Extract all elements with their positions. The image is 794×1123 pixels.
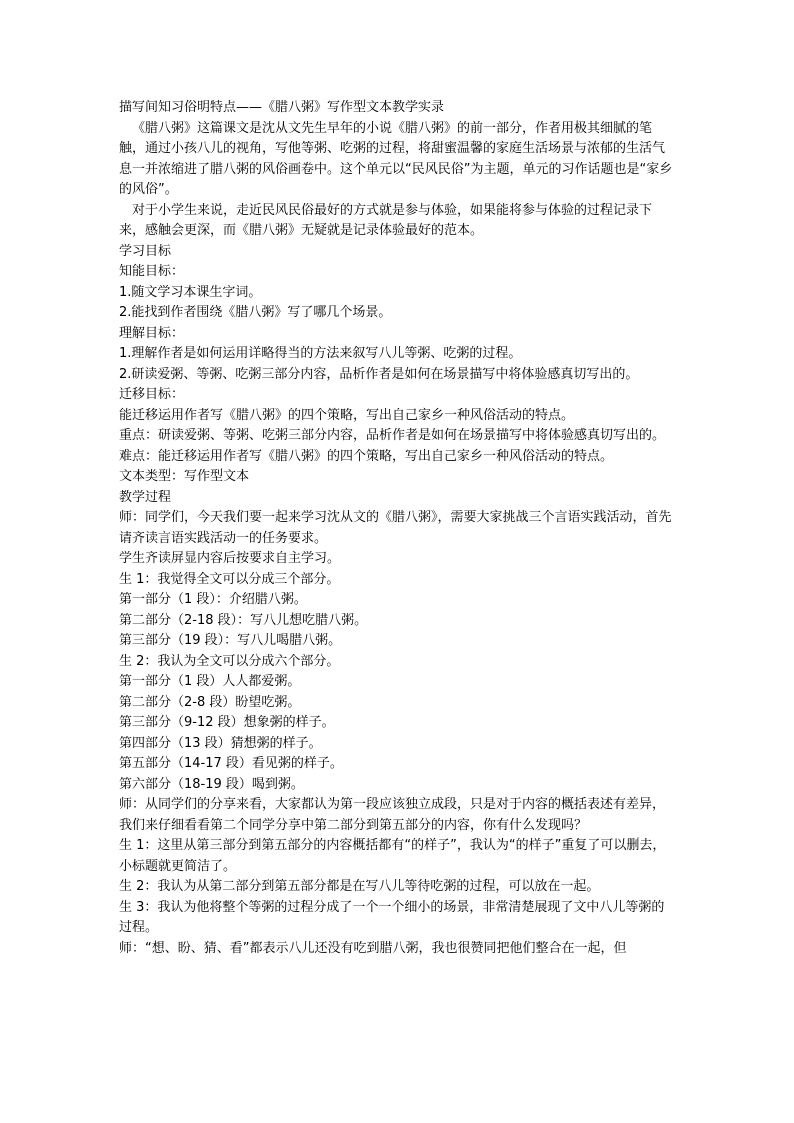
- paragraph: 文本类型：写作型文本: [119, 469, 250, 484]
- document-title: 描写间知习俗明特点——《腊八粥》写作型文本教学实录: [119, 100, 445, 115]
- list-item: 第一部分（1 段）：介绍腊八粥。: [119, 592, 307, 607]
- dialogue-line: 师：同学们，今天我们要一起来学习沈从文的《腊八粥》，需要大家挑战三个言语实践活动，首先请齐读言语实践活动一的任务要求。: [119, 510, 672, 546]
- dialogue-line: 生 3：我认为他将整个等粥的过程分成了一个一个细小的场景，非常清楚展现了文中八儿等粥的过程。: [119, 899, 665, 935]
- dialogue-line: 师：“想、盼、猜、看”都表示八儿还没有吃到腊八粥，我也很赞同把他们整合在一起，但: [119, 940, 627, 956]
- subsection-heading: 知能目标：: [119, 264, 185, 279]
- paragraph: 学生齐读屏显内容后按要求自主学习。: [119, 551, 341, 566]
- dialogue-line: 生 1：这里从第三部分到第五部分的内容概括都有“的样子”，我认为“的样子”重复了可以删去，小标题就更简洁了。: [119, 838, 666, 874]
- list-item: 第五部分（14-17 段）看见粥的样子。: [119, 756, 343, 771]
- list-item: 第四部分（13 段）猜想粥的样子。: [119, 735, 322, 751]
- list-item: 2.能找到作者围绕《腊八粥》写了哪几个场景。: [119, 305, 392, 320]
- list-item: 2.研读爱粥、等粥、吃粥三部分内容，品析作者是如何在场景描写中将体验感真切写出的。: [119, 366, 639, 382]
- section-heading: 学习目标: [119, 243, 172, 259]
- list-item: 1.随文学习本课生字词。: [119, 284, 262, 300]
- intro-paragraph: 《腊八粥》这篇课文是沈从文先生早年的小说《腊八粥》的前一部分，作者用极其细腻的笔触，通过小孩八儿的视角，写他等粥、吃粥的过程，将甜蜜温馨的家庭生活场景与浓郁的生活气息一并浓缩进了腊八粥的风俗画卷中。这个单元以“民风民俗”为主题，单元的习作话题也是“家乡的风俗”。: [119, 120, 673, 197]
- dialogue-line: 生 2：我认为从第二部分到第五部分都是在写八儿等待吃粥的过程，可以放在一起。: [119, 879, 600, 894]
- section-heading: 教学过程: [119, 489, 172, 505]
- subsection-heading: 迁移目标：: [119, 387, 185, 402]
- paragraph: 重点：研读爱粥、等粥、吃粥三部分内容，品析作者是如何在场景描写中将体验感真切写出的。: [119, 428, 666, 443]
- paragraph: 难点：能迁移运用作者写《腊八粥》的四个策略，写出自己家乡一种风俗活动的特点。: [119, 448, 614, 464]
- dialogue-line: 生 2：我认为全文可以分成六个部分。: [119, 653, 340, 669]
- list-item: 第二部分（2-8 段）盼望吃粥。: [119, 694, 301, 710]
- list-item: 第三部分（9-12 段）想象粥的样子。: [119, 715, 335, 730]
- paragraph: 能迁移运用作者写《腊八粥》的四个策略，写出自己家乡一种风俗活动的特点。: [119, 407, 575, 423]
- dialogue-line: 生 1：我觉得全文可以分成三个部分。: [119, 571, 340, 587]
- list-item: 第六部分（18-19 段）喝到粥。: [119, 776, 304, 792]
- dialogue-line: 师：从同学们的分享来看，大家都认为第一段应该独立成段，只是对于内容的概括表述有差异，我们来仔细看看第二个同学分享中第二部分到第五部分的内容，你有什么发现吗？: [119, 797, 666, 833]
- document-page: [119, 98, 677, 959]
- list-item: 1.理解作者是如何运用详略得当的方法来叙写八儿等粥、吃粥的过程。: [119, 346, 522, 361]
- list-item: 第三部分（19 段）：写八儿喝腊八粥。: [119, 633, 342, 648]
- subsection-heading: 理解目标：: [119, 325, 185, 341]
- intro-paragraph: 对于小学生来说，走近民风民俗最好的方式就是参与体验，如果能将参与体验的过程记录下来，感触会更深，而《腊八粥》无疑就是记录体验最好的范本。: [119, 202, 653, 238]
- list-item: 第一部分（1 段）人人都爱粥。: [119, 674, 301, 689]
- list-item: 第二部分（2-18 段）：写八儿想吃腊八粥。: [119, 612, 368, 628]
